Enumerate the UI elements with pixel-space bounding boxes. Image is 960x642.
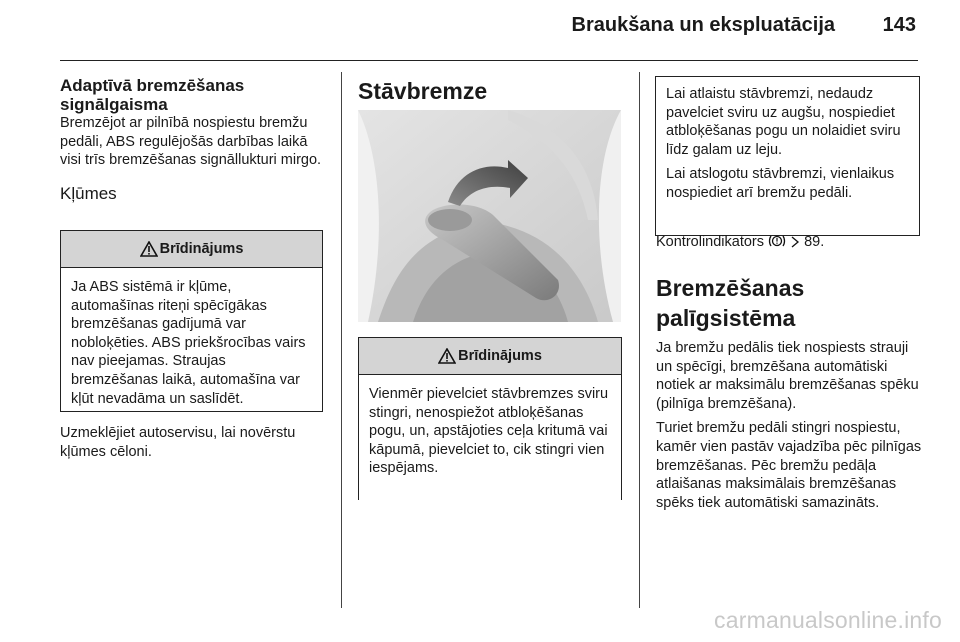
warning-title: Brīdinājums (159, 241, 244, 257)
indicator-line (656, 233, 926, 252)
middle-column (358, 76, 624, 106)
right-column-brake-assist (656, 273, 928, 512)
parking-brake-illustration (358, 110, 621, 322)
info-release-with-pedal: Lai atslogotu stāvbremzi, vienlaikus nospiediet arī bremžu pedāli. (666, 166, 895, 201)
info-release-instructions: Lai atlaistu stāvbremzi, nedaudz pavelciet sviru uz augšu, nospiediet atbloķēšanas pogu un nolaidiet sviru līdz galam uz leju. (666, 86, 901, 158)
warning-text-parking-brake: Vienmēr pievelciet stāvbremzes sviru stingri, nenospiežot atbloķēšanas pogu, un, apstājoties ceļa kritumā vai kāpumā, pievelciet to, cik stingri vien iespējams. (369, 386, 609, 477)
column-divider-right (639, 72, 640, 608)
info-box-release-brake (655, 76, 920, 236)
warning-header (359, 338, 621, 375)
parking-brake-lever-image (358, 110, 621, 322)
warning-header (61, 231, 322, 268)
indicator-page-ref: 89. (804, 234, 825, 250)
paragraph-service-advice: Uzmeklējiet autoservisu, lai novērstu kļūmes cēloni. (60, 425, 296, 460)
header-section-title: Braukšana un ekspluatācija (571, 14, 835, 36)
warning-box-parking-brake (358, 337, 622, 500)
warning-triangle-icon (438, 348, 456, 364)
warning-text-abs: Ja ABS sistēmā ir kļūme, automašīnas riteņi spēcīgākas bremzēšanas gadījumā var nobloķēties. ABS priekšrocības vairs nav pieejamas. Straujas bremzēšanas laikā, automašīna var kļūt nevadāma un saslīdēt. (71, 279, 306, 407)
subheading-faults: Kļūmes (60, 183, 117, 203)
column-divider-left (341, 72, 342, 608)
page-number: 143 (882, 14, 916, 36)
left-column (60, 76, 326, 203)
brake-warning-indicator-icon (768, 234, 786, 248)
left-column-bottom (60, 424, 326, 461)
warning-title: Brīdinājums (458, 348, 542, 364)
page-reference-arrow-icon (790, 236, 800, 248)
paragraph-brake-assist-1: Ja bremžu pedālis tiek nospiests strauji un spēcīgi, bremzēšana automātiski notiek ar maksimālu bremzēšanas spēku (pilnīga bremzēšana). (656, 340, 919, 412)
warning-triangle-icon (140, 241, 158, 257)
header-divider (60, 60, 918, 61)
section-heading-adaptive-brake-light: Adaptīvā bremzēšanas signālgaisma (60, 76, 245, 114)
section-heading-parking-brake: Stāvbremze (358, 78, 488, 104)
indicator-label: Kontrolindikators (656, 234, 764, 250)
paragraph-adaptive-brake-light: Bremzējot ar pilnībā nospiestu bremžu pedāli, ABS regulējošās darbības laikā visi trīs bremzēšanas signāllukturi mirgo. (60, 115, 322, 169)
watermark: carmanualsonline.info (714, 607, 942, 633)
warning-box-abs (60, 230, 323, 412)
section-heading-brake-assist: Bremzēšanas palīgsistēma (656, 275, 805, 331)
paragraph-brake-assist-2: Turiet bremžu pedāli stingri nospiestu, kamēr vien pastāv vajadzība pēc pilnīgas bremzēšanas. Pēc bremžu pedāļa atlaišanas maksimālais bremzēšanas spēks tiek automātiski samazināts. (656, 420, 922, 511)
